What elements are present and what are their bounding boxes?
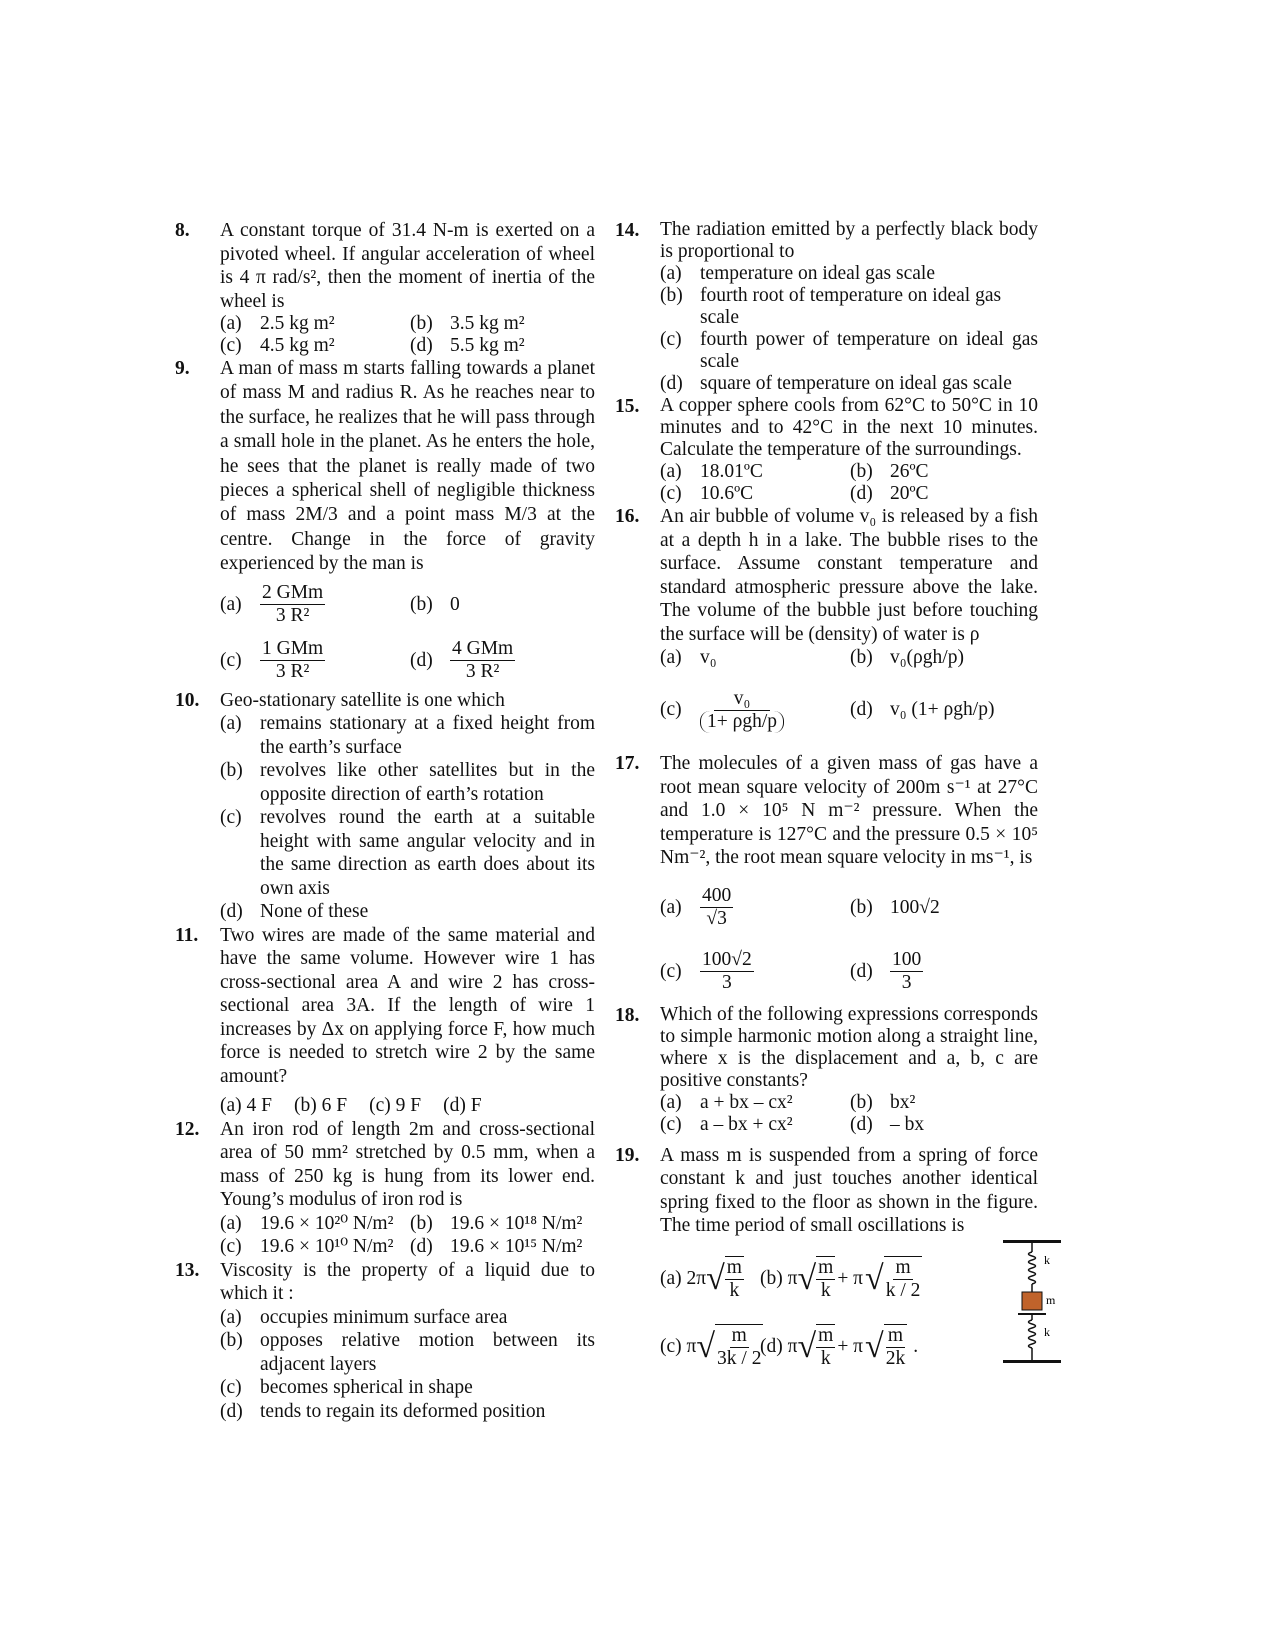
- option-a[interactable]: (a) v₀: [660, 647, 717, 668]
- option-a[interactable]: (a) 18.01ºC: [660, 461, 763, 482]
- question-number: 18.: [615, 1004, 640, 1026]
- option-b[interactable]: (b) 6 F: [294, 1095, 348, 1117]
- option-b[interactable]: (b) π √ $\frac{m}{k}$ + π √ $\frac{m}{k / 2}$: [760, 1256, 921, 1301]
- option-b[interactable]: (b) 19.6 × 10¹⁸ N/m²: [410, 1212, 583, 1234]
- option-d[interactable]: (d) 20ºC: [850, 483, 929, 504]
- option-b[interactable]: (b) revolves like other satellites but in the opposite direction of earth’s rotation: [220, 760, 595, 805]
- question-text: An iron rod of length 2m and cross-sectional area of 50 mm² stretched by 0.5 mm, when a mass of 250 kg is hung from its lower end. Young’s modulus of iron rod is: [220, 1118, 595, 1211]
- option-b[interactable]: (b) 26ºC: [850, 461, 929, 482]
- option-a[interactable]: (a) remains stationary at a fixed height from the earth’s surface: [220, 713, 595, 758]
- option-b[interactable]: (b) opposes relative motion between its adjacent layers: [220, 1330, 595, 1375]
- question-14: [615, 219, 1038, 395]
- option-d[interactable]: (d) 5.5 kg m²: [410, 335, 525, 356]
- label-k-top: k: [1044, 1252, 1050, 1267]
- mass-block: [1022, 1292, 1042, 1310]
- question-number: 8.: [175, 220, 190, 241]
- question-9: [175, 357, 595, 689]
- option-a[interactable]: (a) $\frac{400}{√3}$: [660, 885, 732, 929]
- option-a[interactable]: (a) 4 F: [220, 1095, 272, 1117]
- question-text: An air bubble of volume v₀ is released by a fish at a depth h in a lake. The bubble rises to the surface. Assume constant temperature and standard atmospheric pressure above the lake. The volume of the bubble just before touching the surface will be (density) of water is ρ: [660, 506, 1038, 645]
- option-d[interactable]: (d) square of temperature on ideal gas scale: [660, 373, 1012, 394]
- left-column: [175, 219, 595, 1423]
- option-b[interactable]: (b) 100√2: [850, 896, 940, 918]
- option-c[interactable]: (c) $\frac{100√2}{3}$: [660, 949, 752, 993]
- option-c[interactable]: (c) 9 F: [369, 1095, 422, 1117]
- option-c[interactable]: (c) becomes spherical in shape: [220, 1377, 473, 1399]
- question-11: [175, 924, 595, 1118]
- option-a[interactable]: (a) 2.5 kg m²: [220, 313, 335, 334]
- option-d[interactable]: (d) 19.6 × 10¹⁵ N/m²: [410, 1236, 583, 1258]
- option-d[interactable]: (d) $\frac{\text{4 GMm}}{\text{3 R²}}$: [410, 638, 514, 683]
- question-text: Two wires are made of the same material and have the same volume. However wire 1 has cross-sectional area A and wire 2 has cross-sectional area 3A. If the length of wire 1 increases by Δx on applying force F, how much force is needed to stretch wire 2 by the same amount?: [220, 924, 595, 1087]
- question-16: [615, 505, 1038, 744]
- question-number: 12.: [175, 1118, 200, 1140]
- option-d[interactable]: (d) π √ $\frac{m}{k}$ + π √ $\frac{m}{2k}$ .: [760, 1324, 919, 1369]
- question-number: 13.: [175, 1259, 200, 1281]
- question-text: A mass m is suspended from a spring of force constant k and just touches another identical spring fixed to the floor as shown in the figure. The time period of small oscillations is: [660, 1144, 1038, 1236]
- option-d[interactable]: (d) $\frac{100}{3}$: [850, 949, 922, 993]
- question-12: [175, 1118, 595, 1259]
- option-c[interactable]: (c) fourth power of temperature on ideal gas scale: [660, 329, 1038, 372]
- option-b[interactable]: (b) v₀(ρgh/p): [850, 647, 964, 668]
- option-c[interactable]: (c) π √ $\frac{m}{3k / 2}$: [660, 1324, 762, 1369]
- option-c[interactable]: (c) $\frac{\text{v₀}}{\text{1+ ρgh/p}}$: [660, 676, 850, 744]
- question-number: 14.: [615, 220, 640, 241]
- option-c[interactable]: (c) $\frac{\text{1 GMm}}{\text{3 R²}}$: [220, 638, 324, 683]
- question-18: [615, 1004, 1038, 1136]
- option-a[interactable]: (a) $\frac{\text{2 GMm}}{\text{3 R²}}$: [220, 582, 324, 627]
- question-8: [175, 219, 595, 357]
- floor: [1003, 1360, 1061, 1363]
- bottom-spring: [1029, 1320, 1036, 1348]
- question-text: Viscosity is the property of a liquid due to which it :: [220, 1259, 595, 1305]
- option-b[interactable]: (b) bx²: [850, 1091, 916, 1113]
- question-text: Which of the following expressions corresponds to simple harmonic motion along a straight line, where x is the displacement and a, b, c are positive constants?: [660, 1003, 1038, 1091]
- option-d[interactable]: (d) F: [443, 1095, 482, 1117]
- option-c[interactable]: (c) 19.6 × 10¹⁰ N/m²: [220, 1236, 394, 1258]
- option-d[interactable]: (d) tends to regain its deformed position: [220, 1400, 546, 1422]
- question-number: 19.: [615, 1144, 640, 1166]
- question-text: A constant torque of 31.4 N-m is exerted on a pivoted wheel. If angular acceleration of wheel is 4 π rad/s², then the moment of inertia of the wheel is: [220, 220, 595, 312]
- question-number: 10.: [175, 689, 200, 711]
- option-c[interactable]: (c) 10.6ºC: [660, 483, 754, 504]
- question-17: [615, 752, 1038, 1004]
- right-column: [615, 219, 1056, 1388]
- option-b[interactable]: (b) fourth root of temperature on ideal gas scale: [660, 285, 1002, 328]
- question-10: [175, 689, 595, 924]
- option-a[interactable]: (a) temperature on ideal gas scale: [660, 263, 935, 284]
- option-b[interactable]: (b) 3.5 kg m²: [410, 313, 525, 334]
- option-d[interactable]: (d) v₀ (1+ ρgh/p): [850, 699, 995, 721]
- option-a[interactable]: (a) 2π √ $\frac{m}{k}$: [660, 1256, 742, 1301]
- ceiling: [1003, 1240, 1061, 1243]
- question-number: 15.: [615, 396, 640, 417]
- question-number: 16.: [615, 506, 640, 527]
- question-number: 17.: [615, 753, 640, 774]
- question-13: [175, 1259, 595, 1424]
- spring-mass-figure: [1000, 1240, 1070, 1370]
- option-a[interactable]: (a) a + bx – cx²: [660, 1091, 793, 1113]
- question-text: The molecules of a given mass of gas have a root mean square velocity of 200m s⁻¹ at 27°C and 1.0 × 10⁵ N m⁻² pressure. When the temperature is 127°C and the pressure 0.5 × 10⁵ Nm⁻², the root mean square velocity in ms⁻¹, is: [660, 753, 1038, 868]
- question-text: Geo-stationary satellite is one which: [220, 689, 505, 711]
- top-spring: [1029, 1252, 1036, 1284]
- question-text: A copper sphere cools from 62°C to 50°C in 10 minutes and to 42°C in the next 10 minutes. Calculate the temperature of the surroundings.: [660, 395, 1038, 460]
- option-d[interactable]: (d) None of these: [220, 901, 369, 923]
- option-a[interactable]: (a) 19.6 × 10²⁰ N/m²: [220, 1212, 394, 1234]
- question-15: [615, 395, 1038, 505]
- option-d[interactable]: (d) – bx: [850, 1113, 925, 1135]
- label-m: m: [1046, 1292, 1056, 1307]
- option-c[interactable]: (c) 4.5 kg m²: [220, 335, 335, 356]
- question-19: [615, 1144, 1056, 1388]
- option-c[interactable]: (c) revolves round the earth at a suitable height with same angular velocity and in the same direction as earth does about its own axis: [220, 807, 595, 899]
- label-k-bottom: k: [1044, 1324, 1050, 1339]
- question-text: The radiation emitted by a perfectly black body is proportional to: [660, 219, 1038, 262]
- question-number: 9.: [175, 358, 190, 379]
- option-b[interactable]: (b) 0: [410, 593, 460, 615]
- question-text: A man of mass m starts falling towards a planet of mass M and radius R. As he reaches near to the surface, he realizes that he will pass through a small hole in the planet. As he enters the hole, he sees that the planet is really made of two pieces a spherical shell of negligible thickness of mass 2M/3 and a point mass M/3 at the centre. Change in the force of gravity experienced by the man is: [220, 358, 595, 575]
- question-number: 11.: [175, 924, 199, 946]
- option-a[interactable]: (a) occupies minimum surface area: [220, 1306, 508, 1328]
- option-c[interactable]: (c) a – bx + cx²: [660, 1113, 793, 1135]
